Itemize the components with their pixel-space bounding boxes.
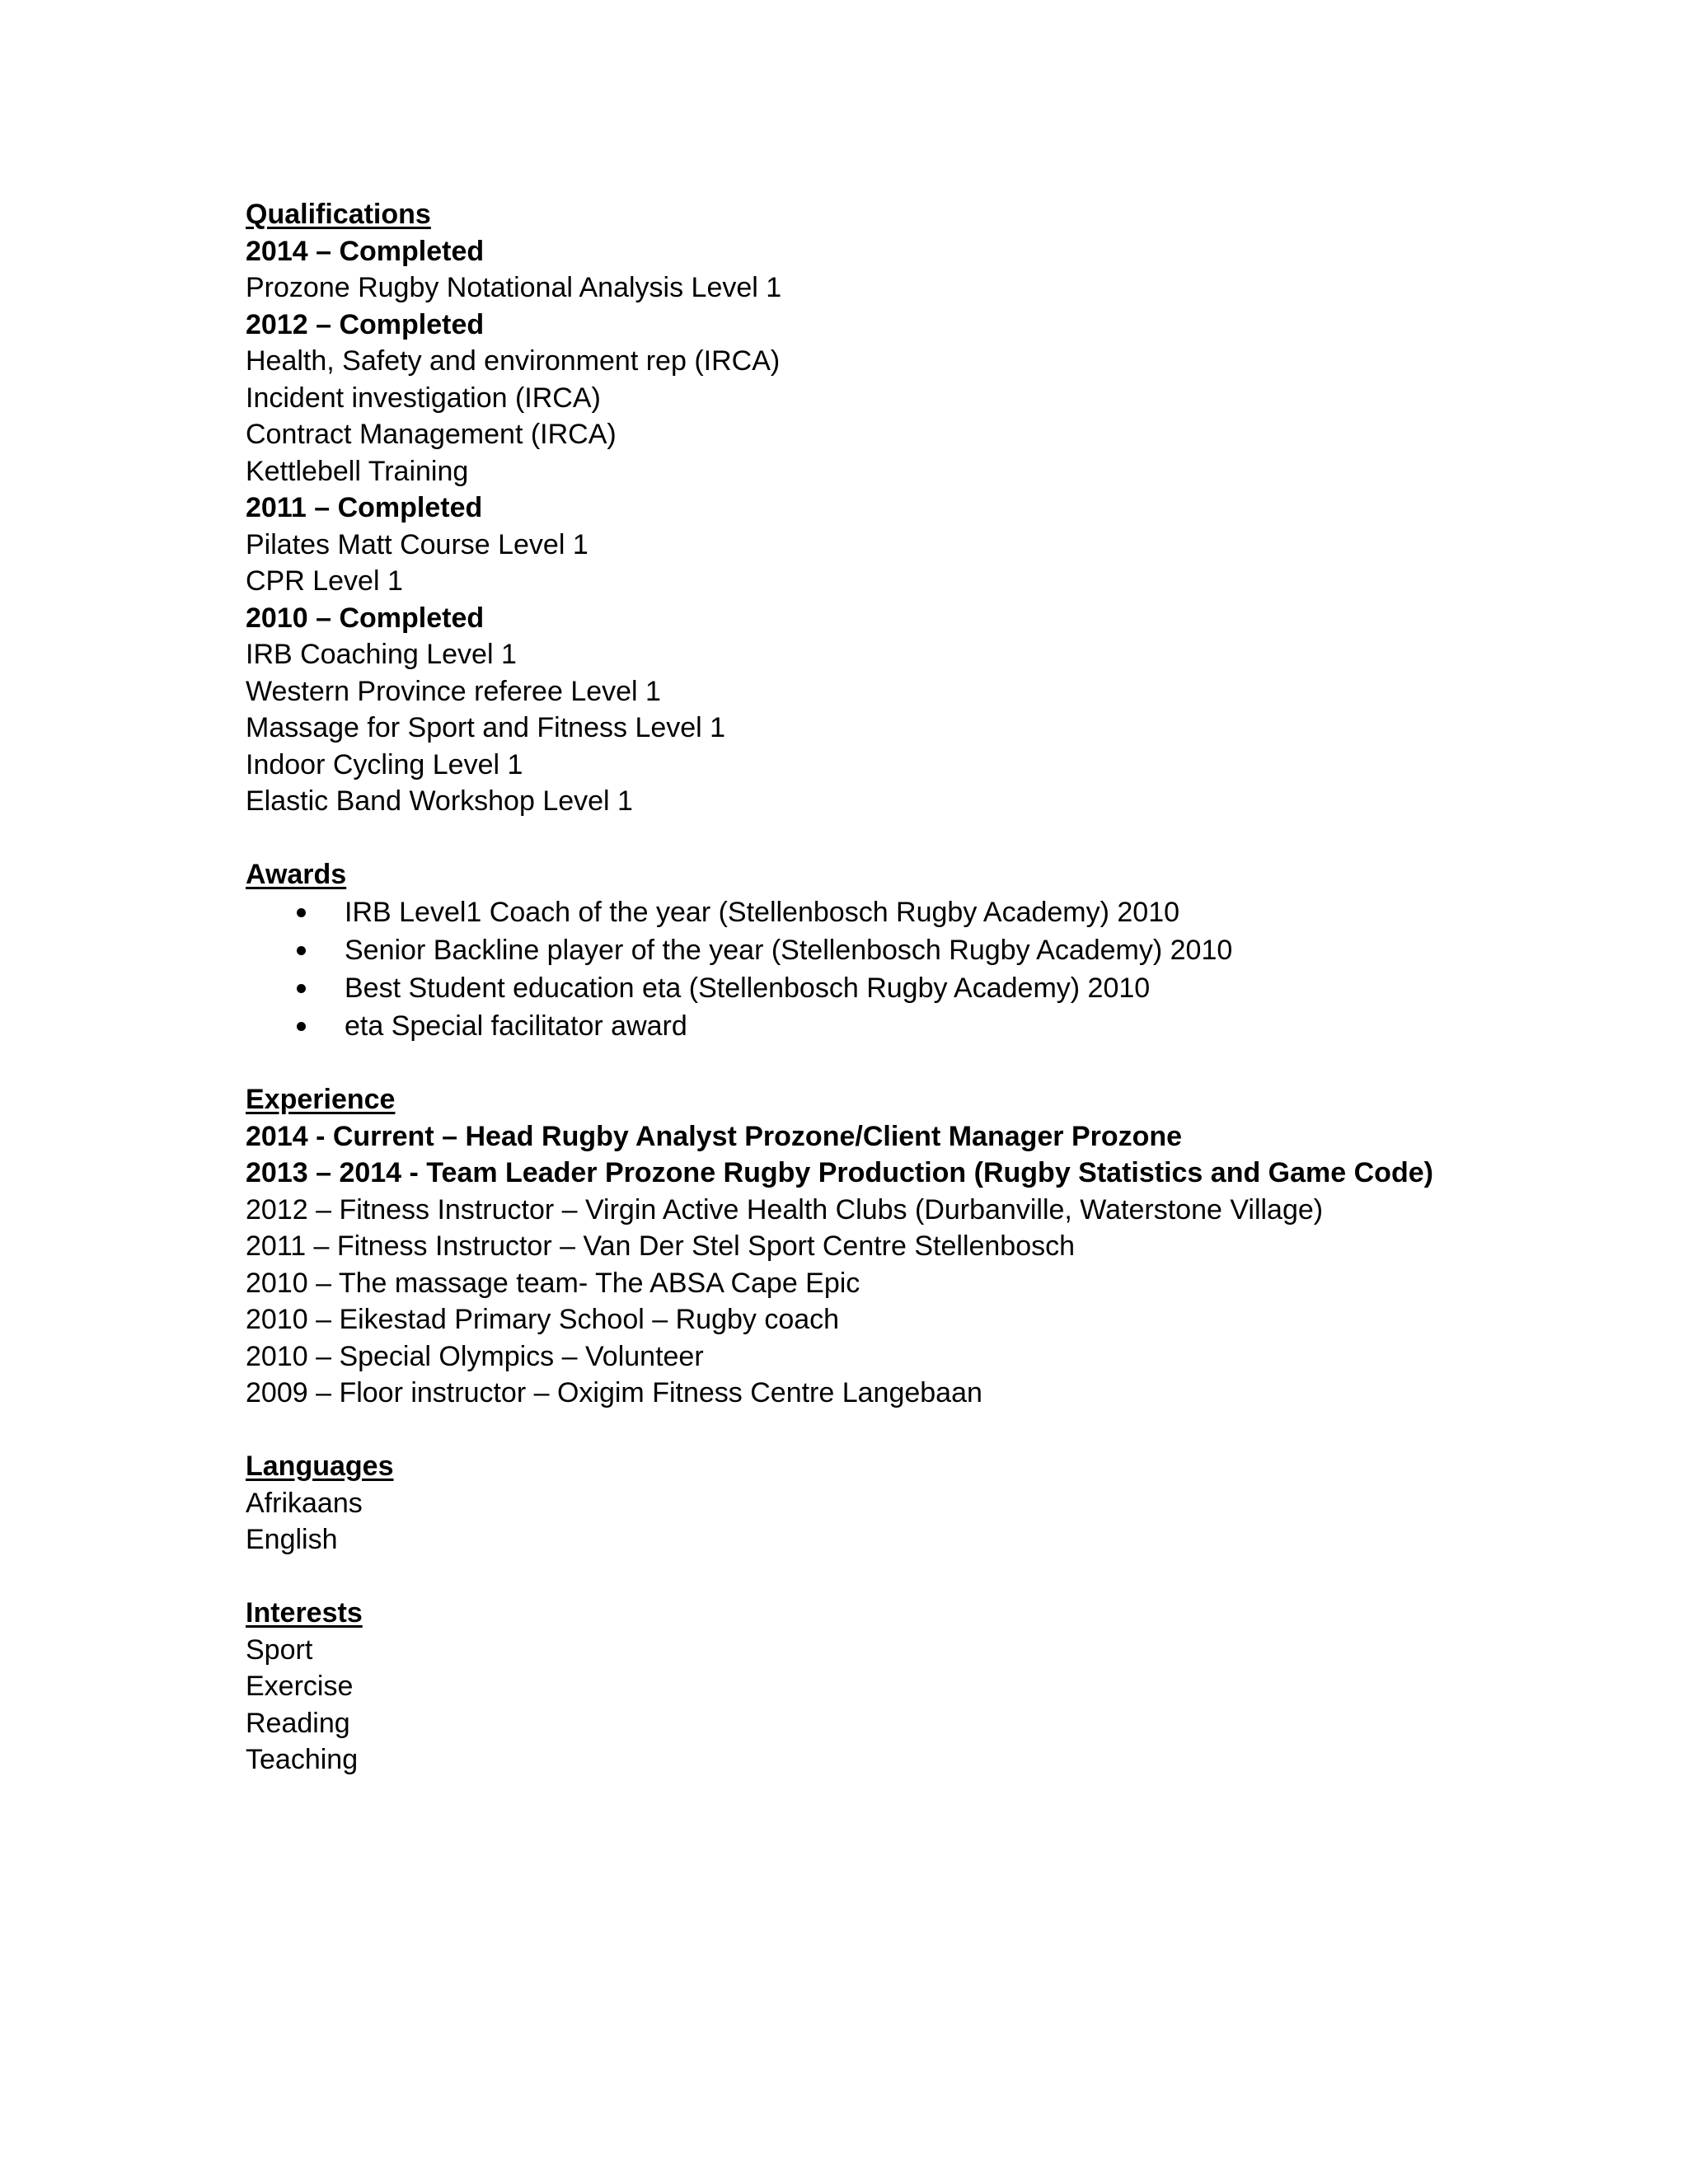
bullet-icon [297,984,306,993]
awards-heading: Awards [246,859,347,890]
awards-list [246,893,1482,1045]
interests-heading: Interests [246,1597,363,1629]
award-text: Best Student education eta (Stellenbosch Rugby Academy) 2010 [345,972,1151,1004]
qualifications-heading: Qualifications [246,199,431,230]
qualification-item: Incident investigation (IRCA) [246,382,601,414]
interest-item: Reading [246,1707,350,1739]
interest-item: Exercise [246,1671,354,1702]
award-item [246,931,1482,969]
qualification-year-heading: 2010 – Completed [246,602,485,634]
interest-item: Sport [246,1633,313,1666]
experience-item-highlighted: 2013 – 2014 - Team Leader Prozone Rugby Production (Rugby Statistics and Game Code) [246,1157,1433,1188]
experience-item-highlighted: 2014 - Current – Head Rugby Analyst Prozone/Client Manager Prozone [246,1120,1183,1152]
experience-item: 2010 – The massage team- The ABSA Cape Epic [246,1267,860,1299]
language-item: Afrikaans [246,1487,363,1519]
experience-item: 2010 – Special Olympics – Volunteer [246,1340,704,1372]
awards-section [246,856,1482,1045]
award-item [246,969,1482,1007]
cv-content [246,196,1482,1779]
qualifications-section [246,196,1482,820]
qualification-item: Pilates Matt Course Level 1 [246,528,588,560]
experience-item: 2011 – Fitness Instructor – Van Der Stel Sport Centre Stellenbosch [246,1230,1076,1262]
experience-section [246,1081,1482,1412]
qualification-item: IRB Coaching Level 1 [246,639,517,670]
languages-section [246,1448,1482,1558]
interest-item: Teaching [246,1744,359,1775]
qualification-item: Elastic Band Workshop Level 1 [246,785,633,817]
section-spacer [246,1045,1482,1082]
qualification-item: Prozone Rugby Notational Analysis Level 1 [246,272,782,303]
qualification-year-heading: 2012 – Completed [246,308,485,340]
bullet-icon [297,946,306,955]
section-spacer [246,1412,1482,1449]
bullet-icon [297,908,306,917]
qualification-item: CPR Level 1 [246,565,403,597]
qualification-item: Western Province referee Level 1 [246,675,661,707]
experience-item: 2012 – Fitness Instructor – Virgin Active Health Clubs (Durbanville, Waterstone Village) [246,1193,1324,1226]
award-item [246,893,1482,931]
interests-section [246,1595,1482,1779]
award-text: Senior Backline player of the year (Stellenbosch Rugby Academy) 2010 [345,934,1233,966]
award-text: IRB Level1 Coach of the year (Stellenbosch Rugby Academy) 2010 [345,896,1180,928]
qualification-year-heading: 2014 – Completed [246,235,485,267]
section-spacer [246,1558,1482,1596]
qualification-item: Health, Safety and environment rep (IRCA) [246,345,781,377]
qualification-item: Contract Management (IRCA) [246,419,617,450]
qualification-item: Kettlebell Training [246,455,469,487]
bullet-icon [297,1022,306,1031]
experience-heading: Experience [246,1084,396,1115]
experience-item: 2009 – Floor instructor – Oxigim Fitness Centre Langebaan [246,1377,982,1408]
section-spacer [246,820,1482,857]
qualification-item: Indoor Cycling Level 1 [246,748,523,780]
award-item [246,1007,1482,1045]
language-item: English [246,1524,338,1555]
qualification-item: Massage for Sport and Fitness Level 1 [246,712,726,743]
award-text: eta Special facilitator award [345,1010,687,1042]
experience-item: 2010 – Eikestad Primary School – Rugby coach [246,1304,840,1335]
qualification-year-heading: 2011 – Completed [246,492,483,523]
languages-heading: Languages [246,1451,394,1482]
